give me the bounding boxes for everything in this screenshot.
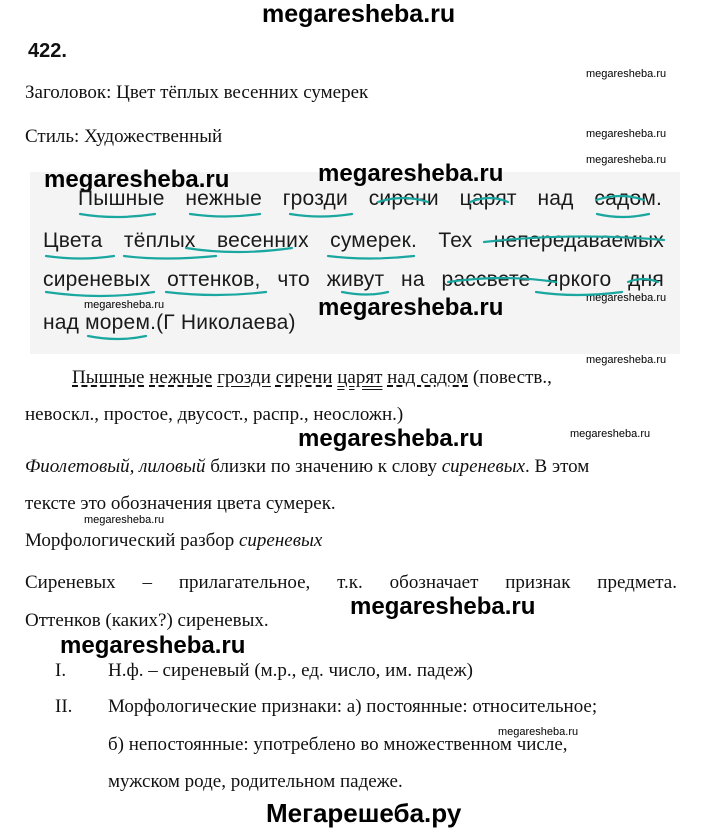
pen-stroke — [166, 292, 266, 295]
scan-line: Пышные нежные грозди сирени царят над садом. — [78, 187, 662, 210]
pen-stroke — [470, 198, 508, 202]
analysis-line — [72, 367, 552, 389]
body-line: Сиреневых – прилагательное, т.к. обозначает признак предмета. — [25, 572, 677, 593]
list-number: II. — [55, 696, 73, 717]
list-item-continued: б) непостоянные: употреблено во множественном числе, — [108, 734, 568, 755]
analysis-line-2: невоскл., простое, двусост., распр., неосложн.) — [25, 404, 404, 425]
pen-stroke — [342, 292, 388, 295]
morph-label: Морфологический разбор — [25, 530, 239, 551]
site-watermark-small: megaresheba.ru — [586, 292, 667, 304]
synonyms-text: . В этом — [525, 456, 590, 477]
site-watermark-body: megaresheba.ru — [60, 632, 246, 659]
pen-stroke — [328, 256, 414, 259]
list-number: I. — [55, 660, 67, 681]
pen-stroke — [536, 292, 622, 295]
pen-stroke — [596, 196, 644, 200]
pen-stroke — [628, 279, 658, 282]
site-watermark-small: megaresheba.ru — [586, 68, 667, 80]
site-watermark-small: megaresheba.ru — [498, 726, 579, 738]
analysis-word: грозди — [217, 367, 271, 388]
exercise-number: 422. — [28, 40, 67, 62]
site-watermark-small: megaresheba.ru — [84, 514, 165, 526]
pen-stroke — [46, 292, 154, 296]
analysis-description: (повеств., — [468, 367, 552, 388]
list-item-continued: мужском роде, родительном падеже. — [108, 771, 403, 792]
site-watermark-body: megaresheba.ru — [350, 593, 536, 620]
site-watermark-small: megaresheba.ru — [570, 428, 651, 440]
pen-stroke — [186, 248, 292, 252]
pen-stroke — [88, 336, 146, 339]
site-watermark-scan: megaresheba.ru — [318, 160, 504, 187]
pen-stroke — [46, 256, 114, 259]
analysis-word: Пышные — [72, 367, 145, 388]
pen-stroke — [484, 236, 664, 242]
site-watermark-scan: megaresheba.ru — [318, 294, 504, 321]
site-watermark-small: megaresheba.ru — [586, 154, 667, 166]
site-watermark-body: megaresheba.ru — [298, 425, 484, 452]
scan-line: над морем.(Г Николаева) — [43, 311, 296, 334]
pen-stroke — [124, 256, 216, 259]
analysis-word: над садом — [387, 367, 469, 388]
analysis-word: нежные — [149, 367, 213, 388]
site-watermark-small: megaresheba.ru — [586, 354, 667, 366]
analysis-word: царят — [337, 367, 383, 388]
synonyms-line — [25, 456, 589, 478]
pen-stroke — [448, 278, 556, 282]
title-line: Заголовок: Цвет тёплых весенних сумерек — [25, 82, 369, 103]
site-watermark-top: megaresheba.ru — [262, 0, 456, 28]
pen-stroke — [597, 214, 649, 217]
style-line: Стиль: Художественный — [25, 126, 223, 147]
pen-stroke — [290, 214, 352, 217]
body-line-2: Оттенков (каких?) сиреневых. — [25, 610, 269, 631]
morph-heading — [25, 530, 322, 552]
footer-brand: Мегарешеба.ру — [266, 798, 462, 828]
pen-stroke — [80, 214, 155, 217]
list-item: Н.ф. – сиреневый (м.р., ед. число, им. падеж) — [108, 660, 474, 681]
synonyms-target: сиреневых — [441, 456, 526, 477]
list-item: Морфологические признаки: а) постоянные: относительное; — [108, 696, 598, 717]
synonyms-line-2: тексте это обозначения цвета сумерек. — [25, 493, 336, 514]
scan-line: сиреневых оттенков, что живут на рассвете яркого дня — [43, 268, 664, 291]
synonyms-words: Фиолетовый, лиловый — [25, 456, 206, 477]
site-watermark-small: megaresheba.ru — [84, 299, 165, 311]
pen-stroke — [190, 214, 260, 217]
morph-word: сиреневых — [239, 530, 323, 551]
site-watermark-small: megaresheba.ru — [586, 128, 667, 140]
analysis-word: сирени — [275, 367, 333, 388]
pen-stroke — [378, 198, 428, 202]
synonyms-text: близки по значению к слову — [205, 456, 442, 477]
site-watermark-scan: megaresheba.ru — [44, 166, 230, 193]
scan-line: Цвета тёплых весенних сумерек. Тех непередаваемых — [43, 229, 664, 252]
